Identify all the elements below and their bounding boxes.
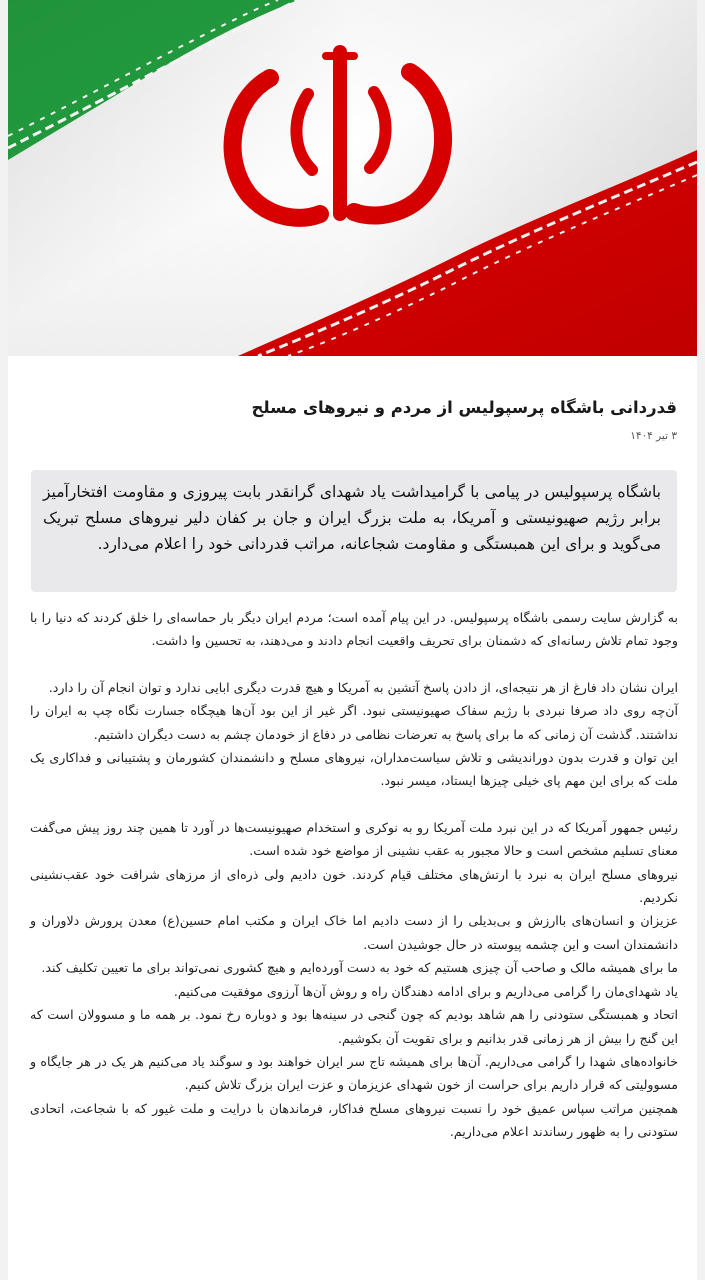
paragraph-gap (30, 653, 678, 676)
body-paragraph: به گزارش سایت رسمی باشگاه پرسپولیس. در این پیام آمده است؛ مردم ایران دیگر بار حماسه‌ای را خلق کردند که دنیا را با وجود تمام تلاش رسانه‌ای که دشمنان برای تحریف واقعیت انجام دادند و می‌دهند، به تحسین وا داشت. (30, 610, 678, 649)
body-paragraph: همچنین مراتب سپاس عمیق خود را نسبت نیروهای مسلح فداکار، فرماندهان با درایت و ملت غیور که با شجاعت، اتحادی ستودنی را به ظهور رساندند اعلام می‌داریم. (30, 1100, 678, 1140)
iran-flag-image (8, 0, 697, 356)
body-paragraph: رئیس جمهور آمریکا که در این نبرد ملت آمریکا رو به نوکری و استخدام صهیونیست‌ها در آورد تا همین چند روز پیش می‌گفت معنای تسلیم مشخص است و حالا مجبور به عقب نشینی از مواضع خود شده است. (30, 819, 678, 859)
body-paragraph: این توان و قدرت بدون دوراندیشی و تلاش سیاست‌مداران، نیروهای مسلح و دانشمندان کشورمان و پشتیبانی و فداکاری یک ملت که برای این مهم پای خیلی چیزها ایستاد، میسر نبود. (30, 750, 678, 789)
body-paragraph: ما برای همیشه مالک و صاحب آن چیزی هستیم که خود به دست آورده‌ایم و هیچ کشوری نمی‌تواند برای ما تعیین تکلیف کند. (41, 960, 678, 976)
body-paragraph: نیروهای مسلح ایران به نبرد با ارتش‌های مختلف قیام کردند. خون دادیم ولی ذره‌ای از مرزهای شرافت خود عقب‌نشینی نکردیم. (30, 866, 678, 906)
article-lead: باشگاه پرسپولیس در پیامی با گرامیداشت یاد شهدای گرانقدر بابت پیروزی و مقاومت افتخارآمیز برابر رژیم صهیونیستی و آمریکا، به ملت بزرگ ایران و جان بر کفان دلیر نیروهای مسلح تبریک می‌گوید و برای این همبستگی و مقاومت شجاعانه، مراتب قدردانی خود را اعلام می‌دارد. (31, 470, 677, 592)
body-paragraph: آن‌چه روی داد صرفا نبردی با رژیم سفاک صهیونیستی نبود. اگر غیر از این بود آن‌ها هیچگاه جسارت نگاه چپ به ایران را نداشتند. گذشت آن زمانی که ما برای پاسخ به تعرضات نظامی در دفاع از خودمان چشم به دست دیگران داشتیم. (30, 703, 678, 742)
body-paragraph: ایران نشان داد فارغ از هر نتیجه‌ای، از دادن پاسخ آتشین به آمریکا و هیچ قدرت دیگری ابایی ندارد و توان انجام آن را دارد. (48, 679, 678, 695)
body-paragraph: اتحاد و همبستگی ستودنی را هم شاهد بودیم که چون گنجی در سینه‌ها بود و دوباره رخ نمود. بر همه ما و مسوولان است که این گنج را بیش از هر زمانی قدر بدانیم و برای تقویت آن بکوشیم. (30, 1007, 678, 1046)
article-title: قدردانی باشگاه پرسپولیس از مردم و نیروهای مسلح (251, 398, 677, 417)
paragraph-gap (30, 793, 678, 816)
news-card (8, 0, 697, 1280)
article-date: ۳ تیر ۱۴۰۴ (630, 430, 677, 442)
article-body (30, 606, 678, 1144)
body-paragraph: خانواده‌های شهدا را گرامی می‌داریم. آن‌ها برای همیشه تاج سر ایران خواهند بود و سوگند یاد می‌کنیم هر یک در هر جایگاه و مسوولیتی که قرار داریم برای حراست از خون شهدای عزیزمان و عزت ایران بزرگ تلاش کنیم. (30, 1053, 678, 1093)
body-paragraph: عزیزان و انسان‌های باارزش و بی‌بدیلی را از دست دادیم اما خاک ایران و مکتب امام حسین(ع) معدن پرورش دلاوران و دانشمندان است و این چشمه پیوسته در حال جوشیدن است. (30, 913, 678, 952)
body-paragraph: یاد شهدای‌مان را گرامی می‌داریم و برای ادامه دهندگان راه و روش آن‌ها آرزوی موفقیت می‌کنیم. (173, 983, 678, 999)
